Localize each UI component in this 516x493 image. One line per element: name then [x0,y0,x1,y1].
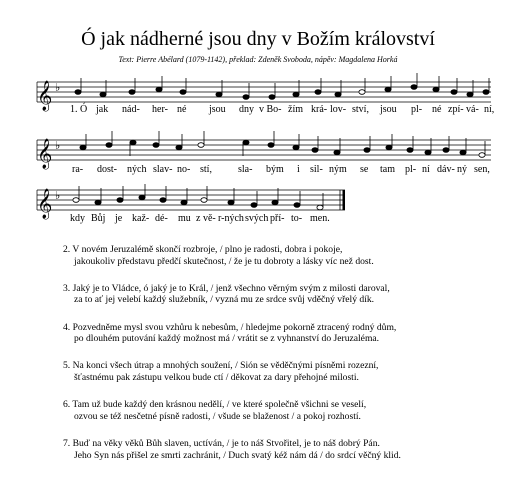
verse-line: 4. Pozvedněme mysl svou vzhůru k nebesům, / hledejme pokorně ztracený rodný dům, [63,321,397,333]
verse-6 [63,399,508,422]
lyrics-staff-1 [0,104,516,116]
verse-line: ozvou se též nesčetné písně radosti, / všude se blaženost / a pokoj rozhostí. [74,410,361,422]
svg-text:𝄞: 𝄞 [37,139,53,169]
lyric-syllable: jsou [209,104,226,115]
lyric-syllable: v Bo- [259,104,282,115]
lyric-syllable: ní [422,164,430,175]
lyric-syllable: dáv- [437,164,455,175]
lyric-syllable: krá- [311,104,328,115]
lyric-syllable: žím [288,104,303,115]
verse-line: 7. Buď na věky věků Bůh slaven, uctíván, / je to náš Stvořitel, je to náš dobrý Pán. [63,437,380,449]
verse-line: šťastnému pak zástupu velkou bude ctí / děkovat za dary přehojné milosti. [74,371,359,383]
lyric-syllable: ný [457,164,467,175]
lyric-syllable: slav- [153,164,173,175]
lyric-syllable: her- [152,104,168,115]
lyric-syllable: ní, [484,104,495,115]
lyric-syllable: stí, [200,164,212,175]
lyrics-staff-3 [0,213,516,225]
lyric-syllable: vá- [466,104,479,115]
lyric-syllable: jak [96,104,109,115]
lyric-syllable: mu [178,213,191,224]
lyric-syllable: no- [177,164,191,175]
song-credits: Text: Pierre Abélard (1079-1142), překlad: Zdeněk Svoboda, nápěv: Magdalena Horká [118,55,398,64]
lyric-syllable: dny [239,104,254,115]
lyric-syllable: dé- [155,213,168,224]
flat-icon: ♭ [55,139,61,152]
lyric-syllable: r-ných [218,213,244,224]
verse-5 [63,360,508,383]
lyric-syllable: i [297,164,300,175]
lyric-syllable: kaž- [132,213,150,224]
lyric-syllable: ra- [72,164,84,175]
lyric-syllable: pří- [270,213,285,224]
verse-line: Jeho Syn nás přišel ze smrti zachránit, / Duch svatý kéž nám dá / do srdcí věčný klid. [74,449,401,461]
lyric-syllable: nád- [122,104,140,115]
lyric-syllable: sen, [474,164,490,175]
lyric-syllable: tam [380,164,395,175]
verse-line: za to ať jej velebí každý služebník, / vyzná mu ze srdce svůj vděčný vřelý dík. [74,294,375,306]
lyric-syllable: bým [266,164,284,175]
lyric-syllable: 1. Ó [70,104,88,115]
verse-line: 6. Tam už bude každý den krásnou nedělí, / ve které společně všichni se veselí, [63,399,367,411]
lyric-syllable: né [177,104,187,115]
lyric-syllable: sla- [238,164,253,175]
song-title: Ó jak nádherné jsou dny v Božím království [81,28,435,50]
verse-line: 2. V novém Jeruzalémě skončí rozbroje, / plno je radosti, dobra i pokoje, [63,244,343,255]
verse-line: jakoukoliv představu předčí skutečnost, / že je tu dobroty a lásky víc než dost. [74,255,374,267]
lyric-syllable: pl- [411,104,423,115]
lyric-syllable: svých [245,213,269,224]
lyric-syllable: ných [127,164,147,175]
verse-line: po dlouhém putování každý možnost má / vrátit se z vyhnanství do Jeruzaléma. [74,333,380,345]
lyric-syllable: sil- [310,164,323,175]
flat-icon: ♭ [55,81,61,94]
verse-3 [63,283,508,306]
notes-staff-1 [75,73,489,99]
svg-text:𝄞: 𝄞 [37,81,53,111]
verse-line: 5. Na konci všech útrap a mnohých soužení, / Sión se věděčnými písněmi rozezní, [63,360,379,372]
verse-line: 3. Jaký je to Vládce, ó jaký je to Král, / jenž všechno věrným svým z milosti daroval, [63,282,390,294]
lyric-syllable: se [360,164,369,175]
lyric-syllable: z vě- [196,213,216,224]
flat-icon: ♭ [55,189,61,202]
notes-staff-2 [80,131,485,157]
lyric-syllable: pl- [405,164,417,175]
lyric-syllable: ství, [352,104,369,115]
lyric-syllable: zpí- [448,104,464,115]
lyric-syllable: Bůj [91,213,106,224]
notes-staff-3 [73,184,323,210]
lyric-syllable: men. [310,213,330,224]
lyric-syllable: to- [291,213,303,224]
lyric-syllable: dost- [97,164,117,175]
svg-text:𝄞: 𝄞 [37,189,53,219]
lyric-syllable: kdy [70,213,85,224]
verse-2 [63,244,508,267]
lyric-syllable: jsou [380,104,397,115]
lyric-syllable: né [432,104,442,115]
lyrics-staff-2 [0,164,516,176]
lyric-syllable: lov- [330,104,347,115]
lyric-syllable: je [115,213,123,224]
verse-4 [63,322,508,345]
verses-list [63,244,508,477]
verse-7 [63,438,508,461]
lyric-syllable: ným [329,164,347,175]
